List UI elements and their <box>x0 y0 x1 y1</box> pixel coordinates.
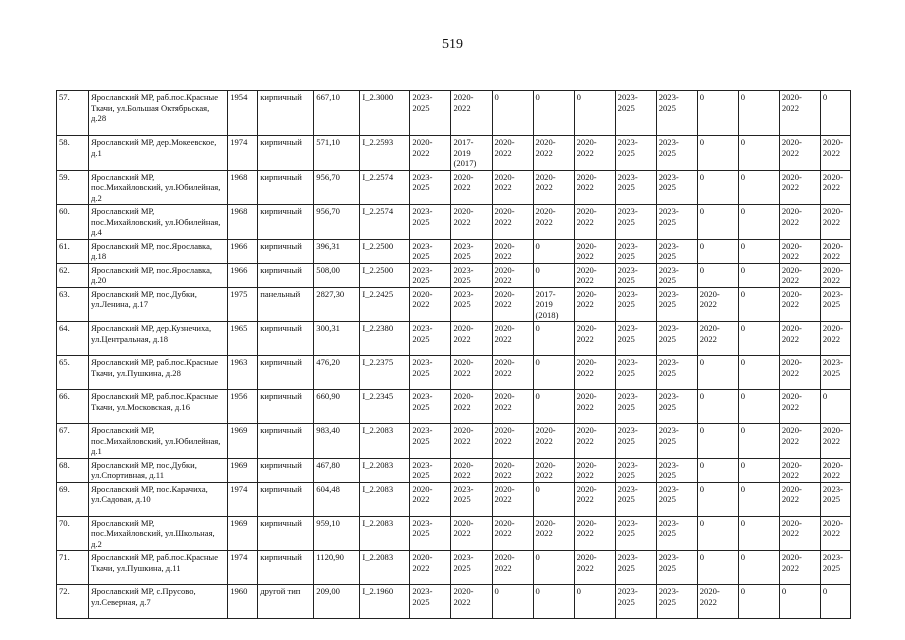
table-cell: 2020-2022 <box>820 205 850 240</box>
table-cell: 2023-2025 <box>615 390 656 424</box>
table-cell: кирпичный <box>258 136 314 171</box>
table-cell: 0 <box>697 390 738 424</box>
table-cell: 2020-2022 <box>574 424 615 459</box>
table-row <box>57 356 851 390</box>
table-cell: I_2.3000 <box>360 91 410 136</box>
table-cell: кирпичный <box>258 424 314 459</box>
table-cell: 2023-2025 <box>656 239 697 263</box>
table-cell: 2020-2022 <box>574 458 615 482</box>
table-cell: 2023-2025 <box>410 170 451 205</box>
table-cell: 2023-2025 <box>451 239 492 263</box>
table-cell: 2020-2022 <box>492 287 533 322</box>
table-cell: 0 <box>738 390 779 424</box>
row-number-cell: 64. <box>57 322 89 356</box>
table-cell: 0 <box>533 551 574 585</box>
table-cell: 0 <box>738 424 779 459</box>
table-cell: 2020-2022 <box>574 322 615 356</box>
table-cell: 2020-2022 <box>820 239 850 263</box>
table-cell: 1969 <box>228 424 258 459</box>
table-cell: 0 <box>697 170 738 205</box>
table-row <box>57 424 851 459</box>
table-cell: 959,10 <box>314 516 360 551</box>
table-cell: кирпичный <box>258 482 314 516</box>
table-cell: 2020-2022 <box>533 205 574 240</box>
table-cell: 0 <box>738 239 779 263</box>
table-row <box>57 287 851 322</box>
table-cell: 956,70 <box>314 205 360 240</box>
table-cell: 2020-2022 <box>779 551 820 585</box>
table-cell: 0 <box>738 287 779 322</box>
table-cell: I_2.2083 <box>360 551 410 585</box>
address-cell: Ярославский МР, дер.Мокеевское, д.1 <box>89 136 228 171</box>
table-cell: 2020-2022 <box>779 482 820 516</box>
table-cell: 2023-2025 <box>656 170 697 205</box>
table-cell: 0 <box>697 91 738 136</box>
table-cell: 2023-2025 <box>410 516 451 551</box>
table-row <box>57 458 851 482</box>
table-cell: I_2.2083 <box>360 482 410 516</box>
table-cell: 2020-2022 <box>697 287 738 322</box>
table-cell: 2020-2022 <box>820 458 850 482</box>
table-cell: 2020-2022 <box>451 170 492 205</box>
table-cell: кирпичный <box>258 263 314 287</box>
table-cell: 0 <box>533 390 574 424</box>
row-number-cell: 57. <box>57 91 89 136</box>
table-cell: 2020-2022 <box>492 263 533 287</box>
table-row <box>57 516 851 551</box>
table-cell: 2020-2022 <box>779 458 820 482</box>
table-cell: панельный <box>258 287 314 322</box>
address-cell: Ярославский МР, с.Прусово, ул.Северная, д.7 <box>89 585 228 619</box>
table-cell: 2020-2022 <box>451 585 492 619</box>
table-cell: 2020-2022 <box>820 263 850 287</box>
table-cell: 2023-2025 <box>656 585 697 619</box>
table-cell: 2020-2022 <box>574 239 615 263</box>
table-cell: кирпичный <box>258 356 314 390</box>
table-cell: 1954 <box>228 91 258 136</box>
table-cell: I_2.2500 <box>360 239 410 263</box>
table-cell: 476,20 <box>314 356 360 390</box>
table-cell: 0 <box>697 239 738 263</box>
table-cell: 2020-2022 <box>779 516 820 551</box>
table-cell: 2020-2022 <box>779 91 820 136</box>
table-cell: 2020-2022 <box>779 322 820 356</box>
table-cell: 2020-2022 <box>574 205 615 240</box>
row-number-cell: 71. <box>57 551 89 585</box>
table-cell: 2023-2025 <box>820 287 850 322</box>
table-cell: 0 <box>697 516 738 551</box>
table-cell: 0 <box>533 239 574 263</box>
table-cell: 0 <box>697 424 738 459</box>
table-cell: 2020-2022 <box>533 458 574 482</box>
table-cell: 0 <box>533 263 574 287</box>
table-cell: 2023-2025 <box>615 263 656 287</box>
table-cell: 0 <box>574 91 615 136</box>
table-cell: 2020-2022 <box>820 424 850 459</box>
table-cell: I_2.2593 <box>360 136 410 171</box>
table-cell: 0 <box>697 136 738 171</box>
table-cell: 2020-2022 <box>574 482 615 516</box>
table-cell: 0 <box>820 585 850 619</box>
table-cell: I_2.2083 <box>360 458 410 482</box>
table-cell: 2023-2025 <box>615 458 656 482</box>
row-number-cell: 65. <box>57 356 89 390</box>
table-cell: 983,40 <box>314 424 360 459</box>
table-cell: 1966 <box>228 239 258 263</box>
table-cell: I_2.2380 <box>360 322 410 356</box>
table-cell: 2020-2022 <box>533 136 574 171</box>
table-cell: 2023-2025 <box>410 205 451 240</box>
address-cell: Ярославский МР, пос.Ярославка, д.18 <box>89 239 228 263</box>
table-cell: 2023-2025 <box>820 551 850 585</box>
table-cell: кирпичный <box>258 239 314 263</box>
table-cell: 1974 <box>228 136 258 171</box>
table-cell: 2023-2025 <box>410 390 451 424</box>
table-cell: 2023-2025 <box>656 263 697 287</box>
table-cell: кирпичный <box>258 516 314 551</box>
table-cell: 2023-2025 <box>410 458 451 482</box>
row-number-cell: 69. <box>57 482 89 516</box>
address-cell: Ярославский МР, раб.пос.Красные Ткачи, ул.Пушкина, д.28 <box>89 356 228 390</box>
table-row <box>57 482 851 516</box>
table-cell: 1956 <box>228 390 258 424</box>
table-cell: 2023-2025 <box>615 424 656 459</box>
row-number-cell: 63. <box>57 287 89 322</box>
table-row <box>57 239 851 263</box>
address-cell: Ярославский МР, пос.Михайловский, ул.Юбилейная, д.2 <box>89 170 228 205</box>
table-cell: 2017-2019 (2018) <box>533 287 574 322</box>
table-cell: 2020-2022 <box>410 136 451 171</box>
address-cell: Ярославский МР, пос.Дубки, ул.Спортивная, д.11 <box>89 458 228 482</box>
table-row <box>57 136 851 171</box>
address-cell: Ярославский МР, пос.Михайловский, ул.Юбилейная, д.1 <box>89 424 228 459</box>
table-cell: 2020-2022 <box>820 136 850 171</box>
row-number-cell: 62. <box>57 263 89 287</box>
table-cell: 2020-2022 <box>492 482 533 516</box>
table-cell: 667,10 <box>314 91 360 136</box>
table-cell: 2020-2022 <box>410 287 451 322</box>
table-row <box>57 551 851 585</box>
table-cell: 2020-2022 <box>574 551 615 585</box>
table-cell: 1960 <box>228 585 258 619</box>
table-cell: 2023-2025 <box>451 551 492 585</box>
row-number-cell: 68. <box>57 458 89 482</box>
table-cell: кирпичный <box>258 205 314 240</box>
row-number-cell: 60. <box>57 205 89 240</box>
table-cell: I_2.2574 <box>360 170 410 205</box>
table-cell: 0 <box>533 322 574 356</box>
table-cell: 0 <box>738 356 779 390</box>
table-cell: 2023-2025 <box>615 482 656 516</box>
table-row <box>57 91 851 136</box>
row-number-cell: 61. <box>57 239 89 263</box>
table-cell: 660,90 <box>314 390 360 424</box>
table-cell: 0 <box>697 458 738 482</box>
table-cell: 300,31 <box>314 322 360 356</box>
table-cell: 2023-2025 <box>615 205 656 240</box>
table-cell: 0 <box>738 136 779 171</box>
row-number-cell: 59. <box>57 170 89 205</box>
table-cell: 2020-2022 <box>492 136 533 171</box>
table-cell: 2020-2022 <box>779 136 820 171</box>
table-row <box>57 585 851 619</box>
address-cell: Ярославский МР, пос.Карачиха, ул.Садовая, д.10 <box>89 482 228 516</box>
table-cell: 2023-2025 <box>656 551 697 585</box>
table-cell: другой тип <box>258 585 314 619</box>
table-cell: кирпичный <box>258 458 314 482</box>
housing-register-table <box>56 90 851 619</box>
table-cell: 2023-2025 <box>410 91 451 136</box>
table-cell: 2023-2025 <box>451 263 492 287</box>
table-cell: 2020-2022 <box>779 287 820 322</box>
table-row <box>57 205 851 240</box>
table-cell: I_2.2574 <box>360 205 410 240</box>
table-cell: 2023-2025 <box>410 322 451 356</box>
table-cell: 2023-2025 <box>820 482 850 516</box>
table-cell: I_2.2375 <box>360 356 410 390</box>
table-cell: 2020-2022 <box>492 170 533 205</box>
page-number: 519 <box>442 37 463 52</box>
table-cell: 2020-2022 <box>779 390 820 424</box>
table-cell: 2023-2025 <box>656 136 697 171</box>
table-cell: 571,10 <box>314 136 360 171</box>
address-cell: Ярославский МР, пос.Михайловский, ул.Юбилейная, д.4 <box>89 205 228 240</box>
address-cell: Ярославский МР, раб.пос.Красные Ткачи, ул.Большая Октябрьская, д.28 <box>89 91 228 136</box>
table-cell: 0 <box>820 91 850 136</box>
table-cell: 2023-2025 <box>656 287 697 322</box>
table-cell: 2023-2025 <box>615 322 656 356</box>
table-cell: 2020-2022 <box>820 516 850 551</box>
table-row <box>57 322 851 356</box>
table-cell: 2023-2025 <box>410 239 451 263</box>
table-cell: I_2.2345 <box>360 390 410 424</box>
table-cell: 209,00 <box>314 585 360 619</box>
row-number-cell: 70. <box>57 516 89 551</box>
table-cell: 0 <box>738 482 779 516</box>
table-cell: 2023-2025 <box>615 91 656 136</box>
table-cell: 0 <box>492 91 533 136</box>
table-cell: 0 <box>697 205 738 240</box>
address-cell: Ярославский МР, раб.пос.Красные Ткачи, ул.Пушкина, д.11 <box>89 551 228 585</box>
table-cell: 2020-2022 <box>574 356 615 390</box>
row-number-cell: 72. <box>57 585 89 619</box>
table-cell: 2023-2025 <box>615 287 656 322</box>
table-cell: 2020-2022 <box>574 516 615 551</box>
table-cell: 0 <box>738 322 779 356</box>
table-cell: 0 <box>738 458 779 482</box>
table-cell: 2020-2022 <box>779 205 820 240</box>
table-cell: 2023-2025 <box>410 585 451 619</box>
table-cell: 2023-2025 <box>615 136 656 171</box>
table-cell: 2023-2025 <box>656 322 697 356</box>
table-cell: 2023-2025 <box>615 356 656 390</box>
table-cell: 2020-2022 <box>533 170 574 205</box>
table-row <box>57 263 851 287</box>
table-body <box>57 91 851 619</box>
table-cell: 467,80 <box>314 458 360 482</box>
table-cell: 2020-2022 <box>492 356 533 390</box>
table-cell: 2020-2022 <box>492 239 533 263</box>
table-cell: кирпичный <box>258 390 314 424</box>
table-cell: 0 <box>533 356 574 390</box>
table-cell: 2020-2022 <box>492 390 533 424</box>
table-cell: кирпичный <box>258 91 314 136</box>
table-cell: 2023-2025 <box>656 424 697 459</box>
table-cell: 2020-2022 <box>451 390 492 424</box>
table-cell: 2023-2025 <box>656 356 697 390</box>
table-cell: 604,48 <box>314 482 360 516</box>
table-cell: 2020-2022 <box>820 322 850 356</box>
table-cell: 2020-2022 <box>820 170 850 205</box>
table-cell: 1968 <box>228 170 258 205</box>
address-cell: Ярославский МР, пос.Ярославка, д.20 <box>89 263 228 287</box>
table-cell: 2023-2025 <box>410 356 451 390</box>
table-cell: кирпичный <box>258 322 314 356</box>
table-cell: 2020-2022 <box>492 458 533 482</box>
table-cell: 1968 <box>228 205 258 240</box>
table-cell: 2020-2022 <box>451 205 492 240</box>
table-cell: I_2.1960 <box>360 585 410 619</box>
table-cell: 1963 <box>228 356 258 390</box>
address-cell: Ярославский МР, пос.Михайловский, ул.Школьная, д.2 <box>89 516 228 551</box>
table-cell: 2020-2022 <box>492 205 533 240</box>
table-cell: 0 <box>738 585 779 619</box>
table-cell: 508,00 <box>314 263 360 287</box>
table-cell: 2020-2022 <box>574 390 615 424</box>
address-cell: Ярославский МР, пос.Дубки, ул.Ленина, д.17 <box>89 287 228 322</box>
table-cell: 0 <box>574 585 615 619</box>
table-cell: 2023-2025 <box>615 239 656 263</box>
table-cell: 2023-2025 <box>656 205 697 240</box>
table-cell: 0 <box>697 356 738 390</box>
table-cell: 2020-2022 <box>492 516 533 551</box>
table-cell: 1975 <box>228 287 258 322</box>
row-number-cell: 67. <box>57 424 89 459</box>
table-cell: 2020-2022 <box>492 322 533 356</box>
table-cell: 1974 <box>228 551 258 585</box>
table-cell: 2020-2022 <box>533 424 574 459</box>
table-cell: 2827,30 <box>314 287 360 322</box>
address-cell: Ярославский МР, раб.пос.Красные Ткачи, ул.Московская, д.16 <box>89 390 228 424</box>
table-cell: кирпичный <box>258 551 314 585</box>
table-cell: 2020-2022 <box>451 424 492 459</box>
table-cell: 2023-2025 <box>615 585 656 619</box>
table-cell: 396,31 <box>314 239 360 263</box>
table-cell: 0 <box>492 585 533 619</box>
table-cell: 2023-2025 <box>656 91 697 136</box>
table-row <box>57 170 851 205</box>
table-cell: 2023-2025 <box>615 551 656 585</box>
table-cell: 2020-2022 <box>574 287 615 322</box>
table-cell: I_2.2083 <box>360 424 410 459</box>
table-cell: 2020-2022 <box>779 263 820 287</box>
table-cell: 0 <box>697 482 738 516</box>
table-cell: 0 <box>738 551 779 585</box>
table-cell: 0 <box>533 585 574 619</box>
table-cell: 0 <box>533 91 574 136</box>
table-cell: 0 <box>738 205 779 240</box>
table-cell: кирпичный <box>258 170 314 205</box>
table-cell: 2023-2025 <box>410 424 451 459</box>
table-cell: 2023-2025 <box>451 287 492 322</box>
table-cell: 0 <box>738 91 779 136</box>
table-cell: 2023-2025 <box>820 356 850 390</box>
table-cell: 2020-2022 <box>574 136 615 171</box>
table-cell: 2023-2025 <box>451 482 492 516</box>
table-cell: 2020-2022 <box>697 585 738 619</box>
table-cell: 2020-2022 <box>451 322 492 356</box>
table-cell: 2020-2022 <box>492 424 533 459</box>
table-cell: 2020-2022 <box>410 551 451 585</box>
table-cell: 2023-2025 <box>656 482 697 516</box>
table-cell: 2020-2022 <box>697 322 738 356</box>
table-cell: 0 <box>697 551 738 585</box>
table-cell: 1969 <box>228 516 258 551</box>
table-cell: 2020-2022 <box>779 356 820 390</box>
table-cell: I_2.2500 <box>360 263 410 287</box>
table-cell: 1974 <box>228 482 258 516</box>
table-cell: 2020-2022 <box>574 263 615 287</box>
table-cell: 0 <box>697 263 738 287</box>
table-cell: 2020-2022 <box>574 170 615 205</box>
table-cell: 1120,90 <box>314 551 360 585</box>
table-cell: I_2.2083 <box>360 516 410 551</box>
table-cell: 2017-2019 (2017) <box>451 136 492 171</box>
table-cell: 0 <box>738 263 779 287</box>
table-cell: 0 <box>738 170 779 205</box>
table-cell: 956,70 <box>314 170 360 205</box>
row-number-cell: 58. <box>57 136 89 171</box>
table-cell: 2020-2022 <box>451 516 492 551</box>
table-cell: 2020-2022 <box>779 170 820 205</box>
table-cell: 2020-2022 <box>451 356 492 390</box>
table-cell: 2020-2022 <box>410 482 451 516</box>
table-cell: 1966 <box>228 263 258 287</box>
table-cell: 2020-2022 <box>779 239 820 263</box>
table-cell: 0 <box>533 482 574 516</box>
table-cell: I_2.2425 <box>360 287 410 322</box>
table-cell: 2020-2022 <box>451 91 492 136</box>
table-cell: 2023-2025 <box>615 170 656 205</box>
table-cell: 2023-2025 <box>656 458 697 482</box>
table-cell: 0 <box>738 516 779 551</box>
table-cell: 2020-2022 <box>492 551 533 585</box>
table-cell: 0 <box>820 390 850 424</box>
table-row <box>57 390 851 424</box>
table-cell: 2023-2025 <box>656 390 697 424</box>
table-cell: 2023-2025 <box>615 516 656 551</box>
table-cell: 0 <box>779 585 820 619</box>
table-cell: 2020-2022 <box>451 458 492 482</box>
table-cell: 2020-2022 <box>533 516 574 551</box>
table-cell: 2023-2025 <box>656 516 697 551</box>
address-cell: Ярославский МР, дер.Кузнечиха, ул.Центральная, д.18 <box>89 322 228 356</box>
table-cell: 2020-2022 <box>779 424 820 459</box>
row-number-cell: 66. <box>57 390 89 424</box>
table-cell: 1969 <box>228 458 258 482</box>
table-cell: 1965 <box>228 322 258 356</box>
table-cell: 2023-2025 <box>410 263 451 287</box>
